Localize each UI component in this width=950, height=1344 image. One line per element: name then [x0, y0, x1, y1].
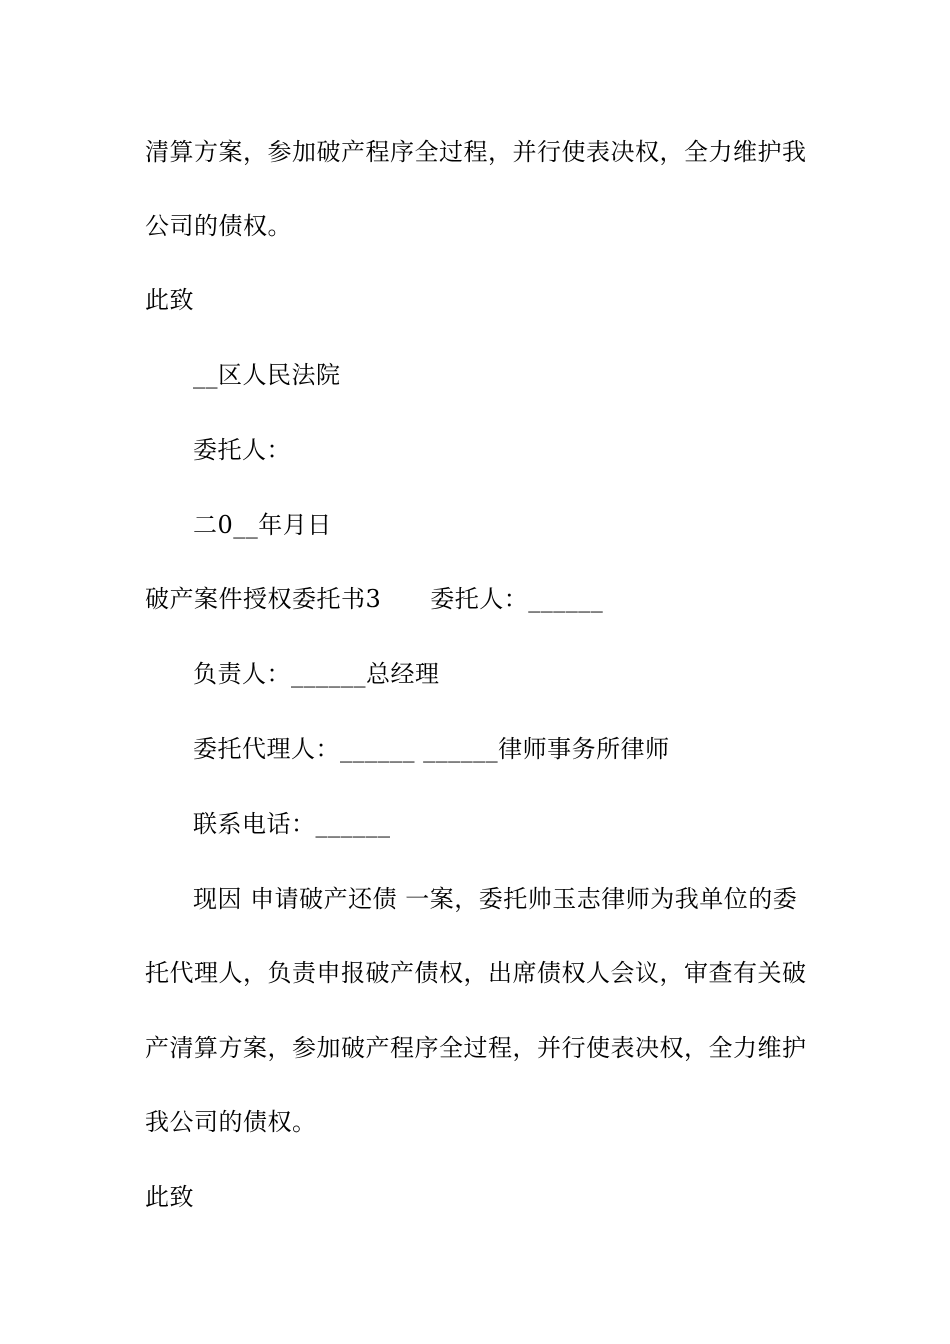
body-paragraph-line-3: 产清算方案，参加破产程序全过程，并行使表决权，全力维护 — [145, 1034, 807, 1062]
paragraph-continuation-line-2: 公司的债权。 — [145, 212, 292, 240]
section-heading-with-principal: 破产案件授权委托书3 委托人：______ — [145, 585, 604, 613]
paragraph-continuation-line-1: 清算方案，参加破产程序全过程，并行使表决权，全力维护我 — [145, 138, 807, 166]
body-paragraph-line-2: 托代理人，负责申报破产债权，出席债权人会议，审查有关破 — [145, 959, 807, 987]
body-paragraph-line-4: 我公司的债权。 — [145, 1108, 317, 1136]
agent-line: 委托代理人：______ ______律师事务所律师 — [193, 735, 670, 763]
phone-line: 联系电话：______ — [193, 810, 391, 838]
recipient-court: __区人民法院 — [193, 361, 341, 389]
principal-signature-line: 委托人： — [193, 436, 291, 464]
date-line: 二0__年月日 — [193, 511, 332, 539]
responsible-person-line: 负责人：______总经理 — [193, 660, 440, 688]
body-paragraph-line-1: 现因 申请破产还债 一案，委托帅玉志律师为我单位的委 — [193, 885, 798, 913]
salutation-2: 此致 — [145, 1183, 194, 1211]
salutation: 此致 — [145, 286, 194, 314]
